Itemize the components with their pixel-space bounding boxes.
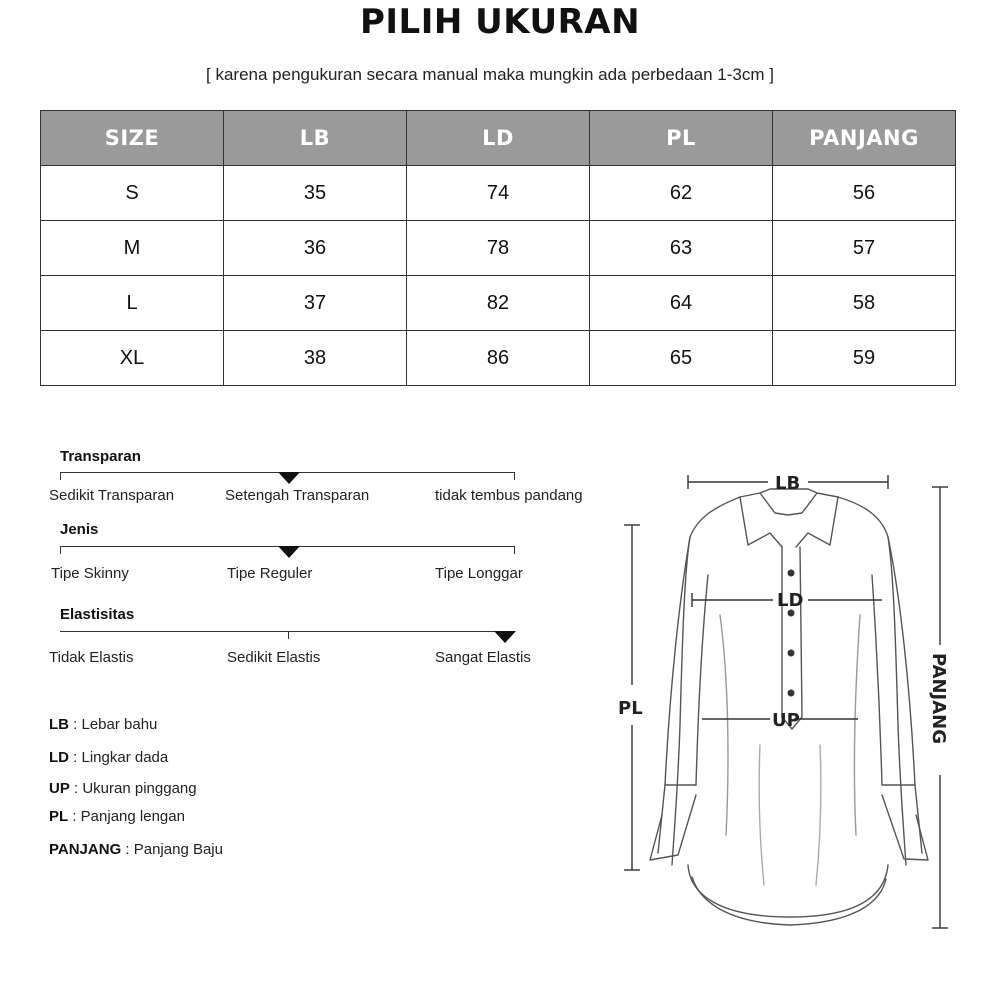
scale-option: Setengah Transparan (225, 487, 370, 504)
legend-item-panjang: PANJANG : Panjang Baju (49, 841, 223, 858)
fit-type-scale (0, 518, 620, 588)
scale-tick (514, 472, 515, 480)
legend-item-up: UP : Ukuran pinggang (49, 780, 197, 797)
size-chart-table (40, 110, 956, 386)
legend-item-lb: LB : Lebar bahu (49, 716, 158, 733)
table-cell: 36 (224, 221, 407, 276)
shirt-measurement-icon (610, 455, 1000, 945)
legend-item-ld: LD : Lingkar dada (49, 749, 169, 766)
table-cell: 82 (407, 276, 590, 331)
scale-option: Sedikit Elastis (227, 649, 321, 666)
table-cell: XL (41, 331, 224, 386)
table-cell: L (41, 276, 224, 331)
table-cell: 86 (407, 331, 590, 386)
table-cell: 58 (773, 276, 956, 331)
scale-option: Tipe Reguler (227, 565, 313, 582)
table-cell: 35 (224, 166, 407, 221)
transparency-scale (0, 445, 620, 515)
table-cell: 78 (407, 221, 590, 276)
table-cell: 38 (224, 331, 407, 386)
column-header-pl: PL (590, 111, 773, 166)
scale-tick (288, 631, 289, 639)
table-row (41, 331, 956, 386)
scale-tick (514, 546, 515, 554)
scale-title: Transparan (60, 448, 141, 465)
column-header-size: SIZE (41, 111, 224, 166)
selected-level-marker (278, 546, 300, 558)
measurement-note: [ karena pengukuran secara manual maka mungkin ada perbedaan 1-3cm ] (206, 65, 774, 84)
table-cell: 37 (224, 276, 407, 331)
diagram-label-pl: PL (618, 698, 643, 719)
scale-title: Elastisitas (60, 606, 135, 623)
table-row (41, 166, 956, 221)
table-cell: S (41, 166, 224, 221)
table-cell: 57 (773, 221, 956, 276)
scale-option: Tidak Elastis (49, 649, 134, 666)
scale-option: tidak tembus pandang (435, 487, 583, 504)
scale-tick (60, 472, 61, 480)
table-cell: 64 (590, 276, 773, 331)
table-cell: 62 (590, 166, 773, 221)
scale-option: Sangat Elastis (435, 649, 531, 666)
table-cell: M (41, 221, 224, 276)
table-row (41, 276, 956, 331)
selected-level-marker (494, 631, 516, 643)
diagram-label-lb: LB (775, 473, 801, 494)
page-title: PILIH UKURAN (359, 2, 641, 42)
scale-tick (60, 546, 61, 554)
table-row (41, 221, 956, 276)
column-header-panjang: PANJANG (773, 111, 956, 166)
scale-option: Sedikit Transparan (49, 487, 175, 504)
diagram-label-panjang: PANJANG (928, 653, 949, 745)
legend-item-pl: PL : Panjang lengan (49, 808, 185, 825)
column-header-ld: LD (407, 111, 590, 166)
table-cell: 65 (590, 331, 773, 386)
selected-level-marker (278, 472, 300, 484)
elasticity-scale (0, 603, 620, 673)
scale-option: Tipe Longgar (435, 565, 523, 582)
scale-option: Tipe Skinny (51, 565, 129, 582)
table-cell: 63 (590, 221, 773, 276)
scale-title: Jenis (60, 521, 99, 538)
diagram-label-ld: LD (777, 590, 804, 611)
table-cell: 56 (773, 166, 956, 221)
table-header-row (41, 111, 956, 166)
table-cell: 59 (773, 331, 956, 386)
diagram-label-up: UP (772, 710, 800, 731)
table-cell: 74 (407, 166, 590, 221)
column-header-lb: LB (224, 111, 407, 166)
